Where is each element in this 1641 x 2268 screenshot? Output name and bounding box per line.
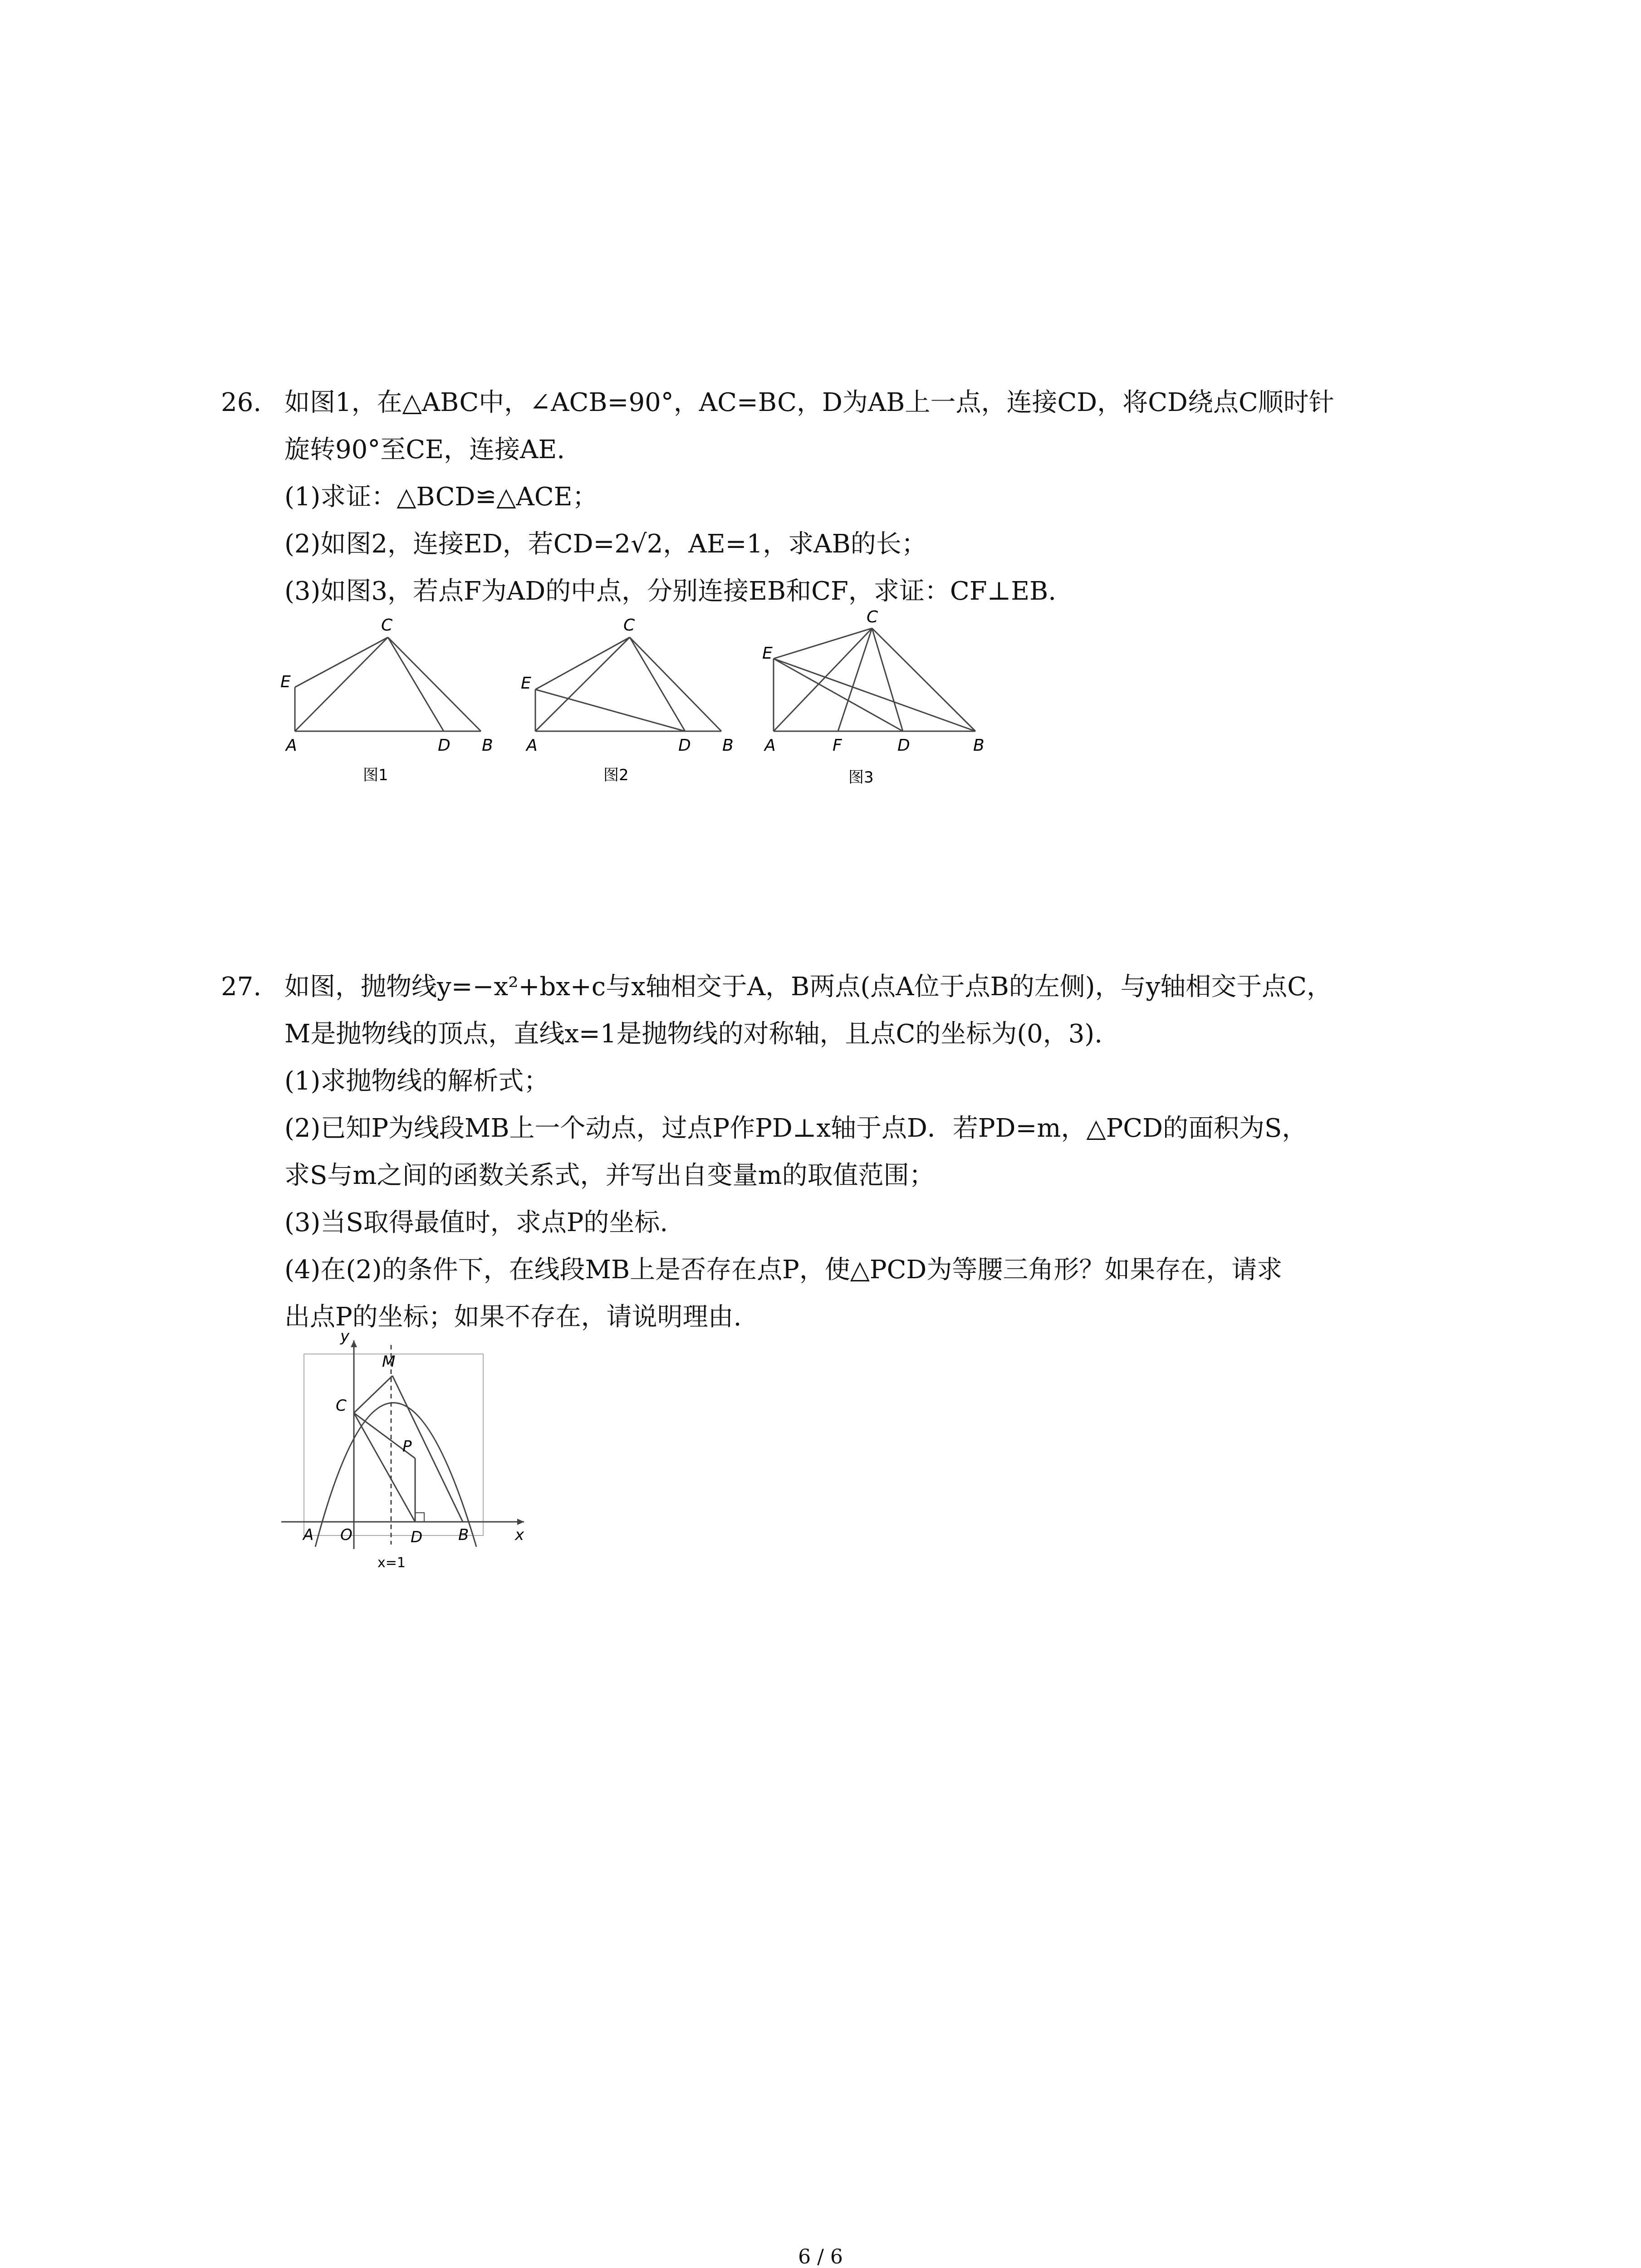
- label-D: D: [411, 1528, 423, 1546]
- figure-caption: 图2: [603, 766, 629, 784]
- figure-caption: 图3: [848, 768, 874, 787]
- label-E: E: [762, 644, 773, 663]
- label-A: A: [764, 736, 776, 755]
- label-A: A: [303, 1526, 314, 1544]
- label-x: x: [515, 1526, 524, 1544]
- q27-line1: 如图，抛物线y=−x²+bx+c与x轴相交于A，B两点(点A位于点B的左侧)，与y轴相交于点C，: [284, 972, 1332, 1002]
- q26-part1: (1)求证：△BCD≌△ACE；: [284, 482, 598, 512]
- q27-line2: M是抛物线的顶点，直线x=1是抛物线的对称轴，且点C的坐标为(0，3).: [284, 1019, 1103, 1049]
- label-B: B: [973, 736, 985, 755]
- label-C: C: [336, 1397, 347, 1415]
- question-number: 27.: [221, 972, 262, 1002]
- q26-part3: (3)如图3，若点F为AD的中点，分别连接EB和CF，求证：CF⊥EB.: [284, 577, 1057, 606]
- q26-figure-1: [272, 612, 508, 794]
- label-C: C: [381, 616, 393, 635]
- label-D: D: [438, 736, 451, 755]
- label-D: D: [678, 736, 691, 755]
- label-O: O: [340, 1526, 353, 1544]
- q26-figure-2: [513, 612, 749, 794]
- label-C: C: [623, 616, 635, 635]
- q26-line2: 旋转90°至CE，连接AE.: [284, 435, 565, 464]
- q26-figure-3: [753, 608, 998, 794]
- q27-part1: (1)求抛物线的解析式；: [284, 1066, 549, 1096]
- page-number: 6 / 6: [798, 2245, 843, 2268]
- label-M: M: [382, 1353, 396, 1371]
- label-P: P: [402, 1437, 412, 1456]
- q27-part4b: 出点P的坐标；如果不存在，请说明理由.: [284, 1302, 742, 1332]
- figure-caption: 图1: [363, 766, 388, 784]
- q27-part4a: (4)在(2)的条件下，在线段MB上是否存在点P，使△PCD为等腰三角形？如果存在，请求: [284, 1255, 1283, 1285]
- question-27: [221, 963, 1455, 1341]
- label-B: B: [722, 736, 734, 755]
- label-axis-x1: x=1: [377, 1555, 406, 1571]
- label-A: A: [286, 736, 297, 755]
- q27-figure: [272, 1331, 544, 1576]
- label-E: E: [521, 674, 531, 693]
- label-E: E: [280, 673, 291, 691]
- q27-part2b: 求S与m之间的函数关系式，并写出自变量m的取值范围；: [284, 1161, 935, 1190]
- label-F: F: [833, 736, 842, 755]
- q27-part3: (3)当S取得最值时，求点P的坐标.: [284, 1208, 668, 1237]
- label-B: B: [482, 736, 493, 755]
- q26-line1: 如图1，在△ABC中，∠ACB=90°，AC=BC，D为AB上一点，连接CD，将CD绕点C顺时针: [284, 388, 1334, 417]
- label-C: C: [867, 608, 878, 626]
- label-D: D: [897, 736, 910, 755]
- label-A: A: [526, 736, 538, 755]
- label-B: B: [458, 1526, 469, 1544]
- question-26: [221, 379, 1455, 615]
- q26-part2: (2)如图2，连接ED，若CD=2√2，AE=1，求AB的长；: [284, 529, 927, 559]
- question-number: 26.: [221, 388, 262, 417]
- q27-part2a: (2)已知P为线段MB上一个动点，过点P作PD⊥x轴于点D．若PD=m，△PCD的面积为S，: [284, 1114, 1308, 1143]
- label-y: y: [340, 1331, 350, 1345]
